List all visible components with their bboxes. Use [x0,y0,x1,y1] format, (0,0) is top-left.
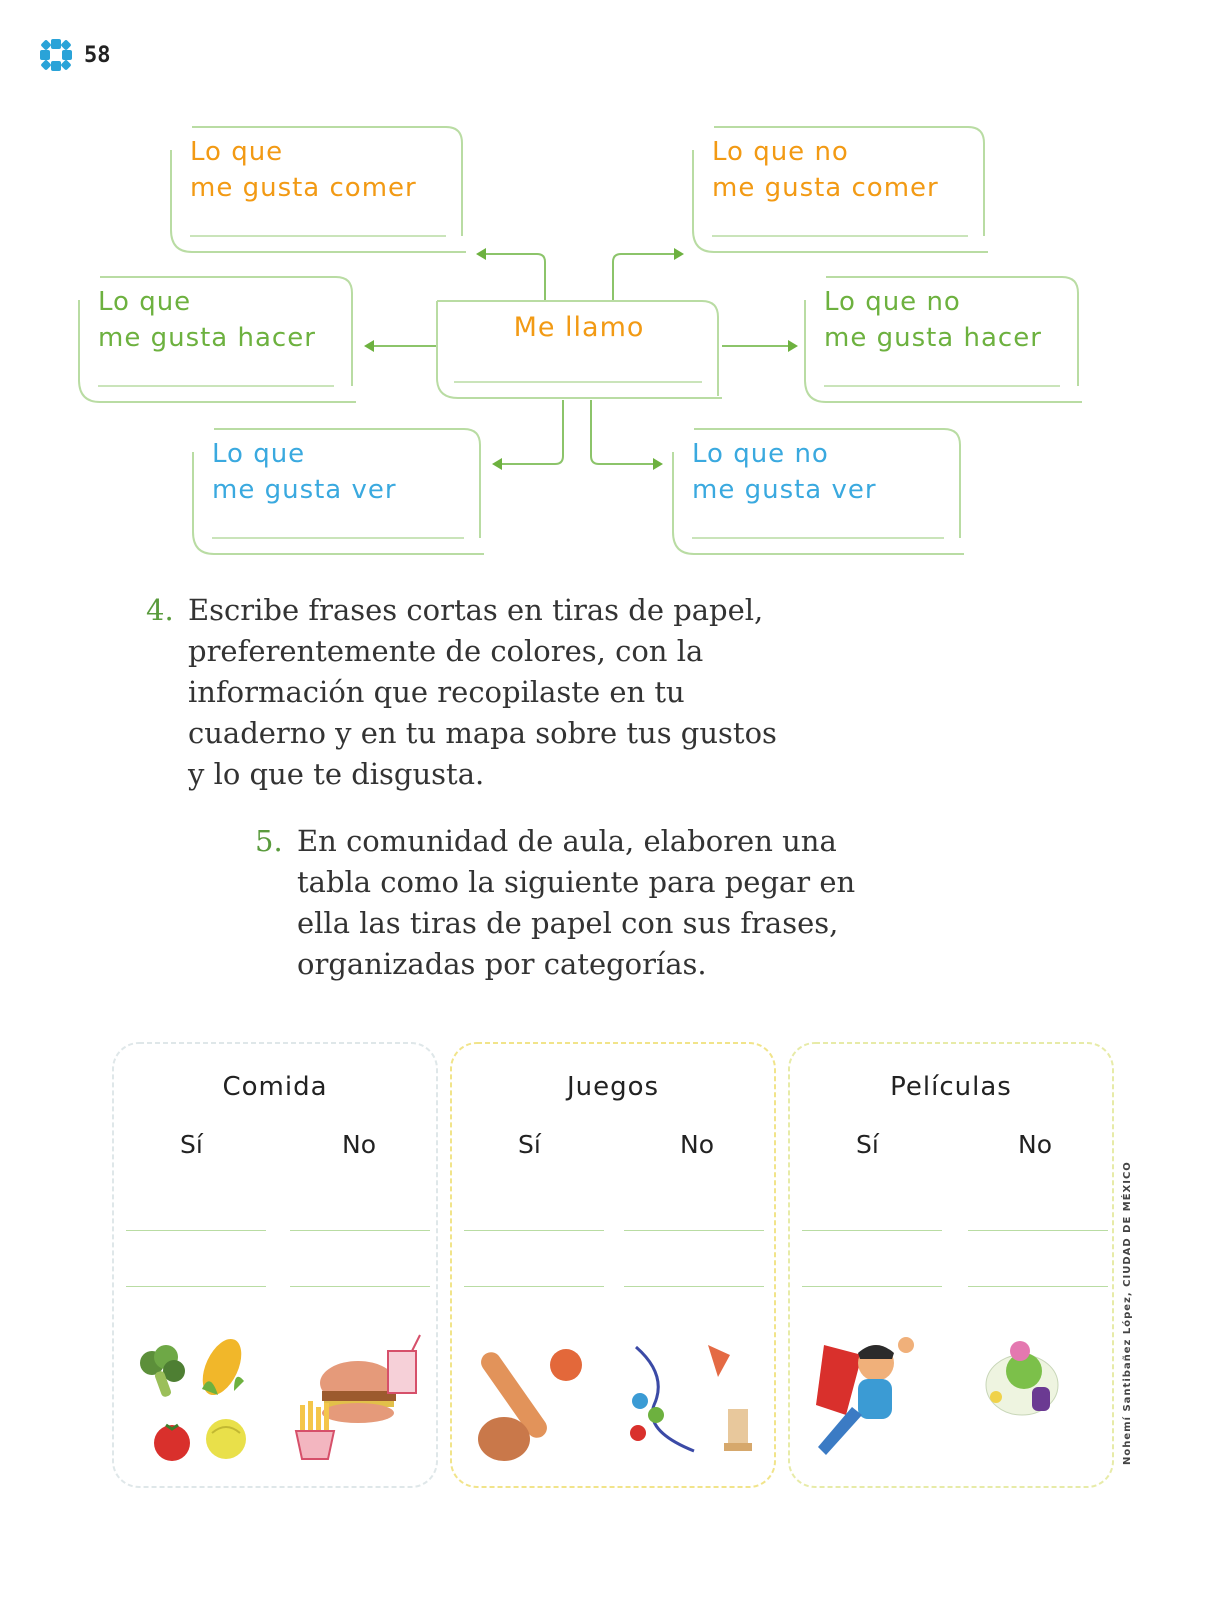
step-number: 4. [146,593,174,627]
drink-cup-icon [388,1335,420,1393]
box-like-do [78,276,356,404]
card-juegos [448,1040,778,1490]
write-line [464,1230,604,1231]
superhero-icon [816,1337,914,1455]
page-number: 58 [84,42,111,68]
box-like-eat [170,126,466,254]
card-peliculas [786,1040,1116,1490]
corn-icon [195,1333,249,1401]
box-my-name [436,300,722,400]
write-line [802,1286,942,1287]
box-label-line2: me gusta hacer [98,323,316,353]
write-line [290,1286,430,1287]
illustrator-credit: Nohemí Santibañez López, CIUDAD DE MÉXICO [1122,1161,1133,1465]
marbles-icon [630,1393,664,1441]
write-line [464,1286,604,1287]
card-title: Comida [222,1072,328,1102]
write-line [126,1230,266,1231]
box-label-line2: me gusta hacer [824,323,1042,353]
broccoli-icon [140,1345,185,1398]
chess-rook-icon [724,1409,752,1451]
yes-label: Sí [180,1130,203,1159]
step-number: 5. [255,824,283,858]
card-title: Juegos [566,1072,660,1102]
write-line [624,1286,764,1287]
movies-illustration [806,1335,1106,1475]
box-like-see [192,428,484,556]
card-title: Películas [890,1072,1012,1102]
games-illustration [468,1335,768,1465]
no-label: No [342,1130,376,1159]
box-label-line1: Lo que [190,137,284,167]
box-dislike-do [804,276,1082,404]
box-label-line1: Lo que no [824,287,961,317]
box-dislike-see [672,428,964,556]
top-toy-icon [708,1345,730,1377]
box-label-line2: me gusta comer [190,173,417,203]
box-label-line2: me gusta comer [712,173,939,203]
box-label-line2: me gusta ver [692,475,877,505]
mind-map [0,0,1214,580]
step-text: En comunidad de aula, elaboren una tabla como la siguiente para pegar en ella las tiras de papel con sus frases, organizadas por categorías. [297,824,856,981]
box-label-line1: Lo que [212,439,306,469]
write-line [290,1230,430,1231]
step-5 [255,821,917,985]
tomato-icon [154,1425,190,1461]
my-name-label: Me llamo [513,312,645,343]
write-line [968,1230,1108,1231]
fairy-icon [986,1341,1058,1415]
yes-label: Sí [856,1130,879,1159]
step-text: Escribe frases cortas en tiras de papel, preferentemente de colores, con la información que recopilaste en tu cuaderno y en tu mapa sobre tus gustos y lo que te disgusta. [188,593,777,791]
write-line [126,1286,266,1287]
yes-label: Sí [518,1130,541,1159]
ball-icon [550,1349,582,1381]
no-label: No [1018,1130,1052,1159]
box-label-line2: me gusta ver [212,475,397,505]
food-illustration [130,1335,430,1465]
cabbage-icon [206,1419,246,1459]
write-line [624,1230,764,1231]
box-label-line1: Lo que no [692,439,829,469]
box-label-line1: Lo que no [712,137,849,167]
write-line [968,1286,1108,1287]
fries-icon [296,1401,334,1459]
box-dislike-eat [692,126,988,254]
step-4 [146,590,828,795]
no-label: No [680,1130,714,1159]
card-comida [110,1040,440,1490]
box-label-line1: Lo que [98,287,192,317]
glove-icon [478,1417,530,1461]
burger-icon [320,1361,396,1423]
write-line [802,1230,942,1231]
